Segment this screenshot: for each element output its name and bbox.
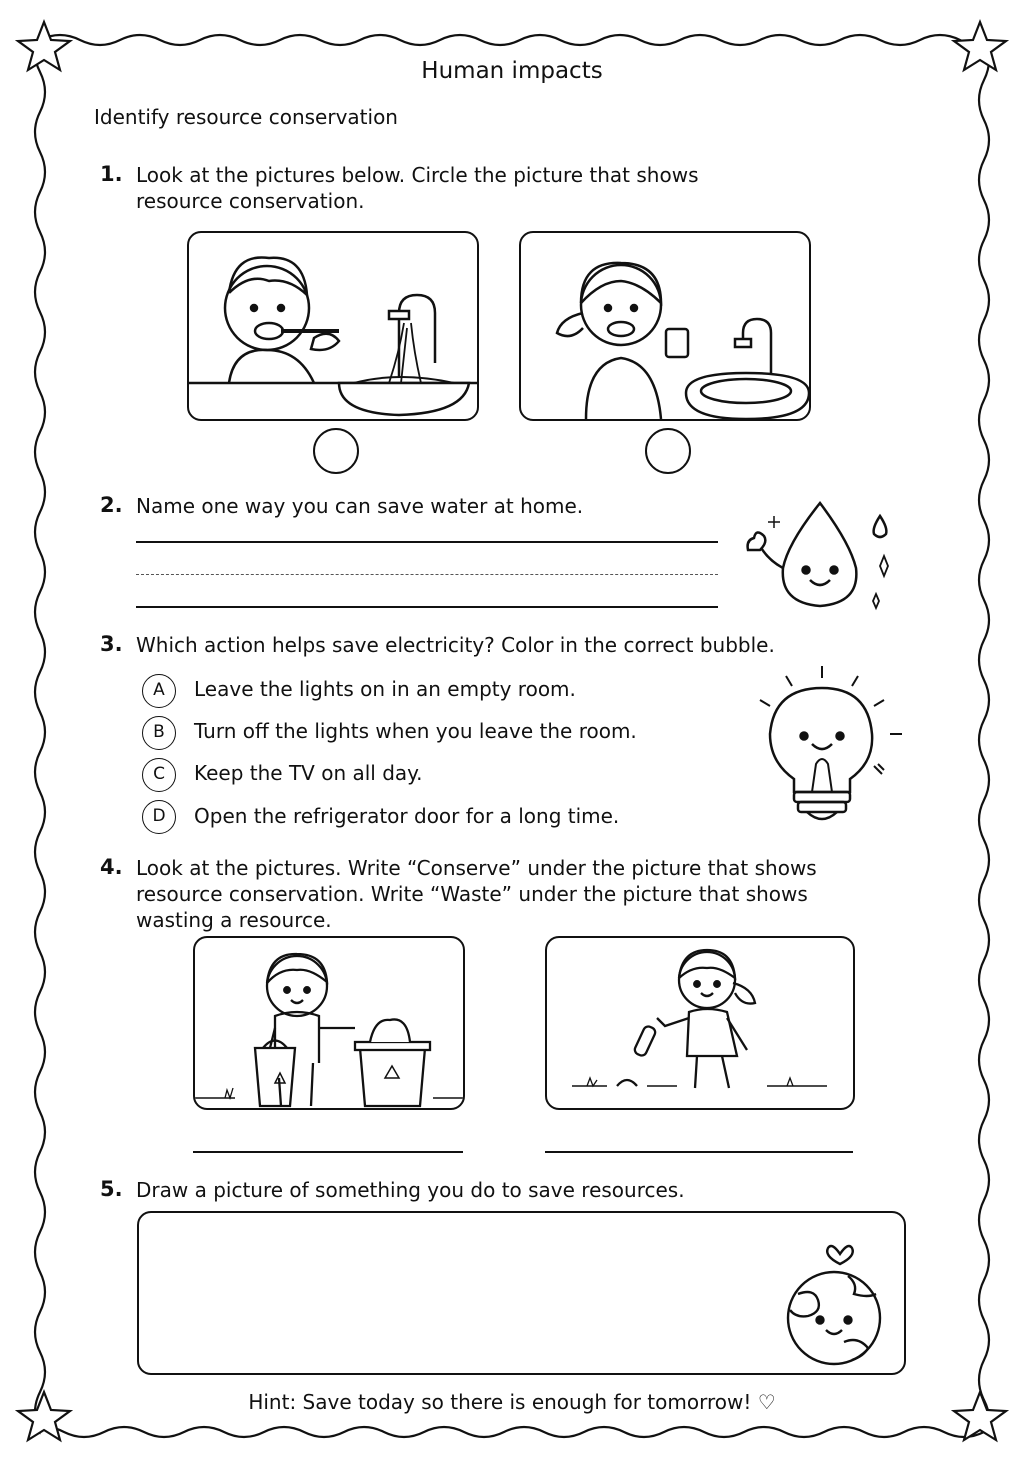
question-2-number: 2. bbox=[100, 493, 123, 517]
picture-recycling[interactable] bbox=[193, 936, 465, 1110]
option-b-bubble[interactable]: B bbox=[142, 716, 176, 750]
heart-icon bbox=[827, 1246, 853, 1264]
answer-circle-2[interactable] bbox=[645, 428, 691, 474]
option-a-bubble[interactable]: A bbox=[142, 674, 176, 708]
girl-brushing-teeth-icon bbox=[521, 233, 809, 419]
question-2-text: Name one way you can save water at home. bbox=[136, 494, 584, 518]
picture-tap-off[interactable] bbox=[519, 231, 811, 421]
answer-line[interactable] bbox=[136, 606, 718, 608]
boy-brushing-teeth-icon bbox=[189, 233, 477, 419]
answer-line-conserve-waste-2[interactable] bbox=[545, 1151, 853, 1153]
page-title: Human impacts bbox=[421, 58, 603, 84]
picture-littering[interactable] bbox=[545, 936, 855, 1110]
water-drop-icon bbox=[738, 498, 898, 613]
option-c-text: Keep the TV on all day. bbox=[194, 761, 423, 785]
answer-circle-1[interactable] bbox=[313, 428, 359, 474]
page-subtitle: Identify resource conservation bbox=[94, 105, 398, 129]
option-d-bubble[interactable]: D bbox=[142, 800, 176, 834]
boy-recycling-icon bbox=[195, 938, 463, 1108]
answer-line-conserve-waste-1[interactable] bbox=[193, 1151, 463, 1153]
answer-line[interactable] bbox=[136, 541, 718, 543]
earth-icon bbox=[778, 1232, 890, 1366]
question-5-text: Draw a picture of something you do to save resources. bbox=[136, 1178, 685, 1202]
question-5-number: 5. bbox=[100, 1177, 123, 1201]
question-4-text: Look at the pictures. Write “Conserve” under the picture that shows resource conservation. Write “Waste” under the picture that shows wasting a resource. bbox=[136, 856, 817, 932]
question-3-number: 3. bbox=[100, 632, 123, 656]
light-bulb-icon bbox=[752, 664, 902, 834]
girl-littering-icon bbox=[547, 938, 853, 1108]
option-b-text: Turn off the lights when you leave the room. bbox=[194, 719, 637, 743]
question-4-number: 4. bbox=[100, 855, 123, 879]
option-c-bubble[interactable]: C bbox=[142, 758, 176, 792]
question-1-text: Look at the pictures below. Circle the picture that shows resource conservation. bbox=[136, 163, 699, 213]
option-d-text: Open the refrigerator door for a long time. bbox=[194, 804, 620, 828]
picture-tap-running[interactable] bbox=[187, 231, 479, 421]
question-1-number: 1. bbox=[100, 162, 123, 186]
hint-text: Hint: Save today so there is enough for tomorrow! ♡ bbox=[248, 1390, 776, 1414]
answer-guide-line bbox=[136, 574, 718, 575]
question-3-text: Which action helps save electricity? Color in the correct bubble. bbox=[136, 633, 775, 657]
option-a-text: Leave the lights on in an empty room. bbox=[194, 677, 576, 701]
